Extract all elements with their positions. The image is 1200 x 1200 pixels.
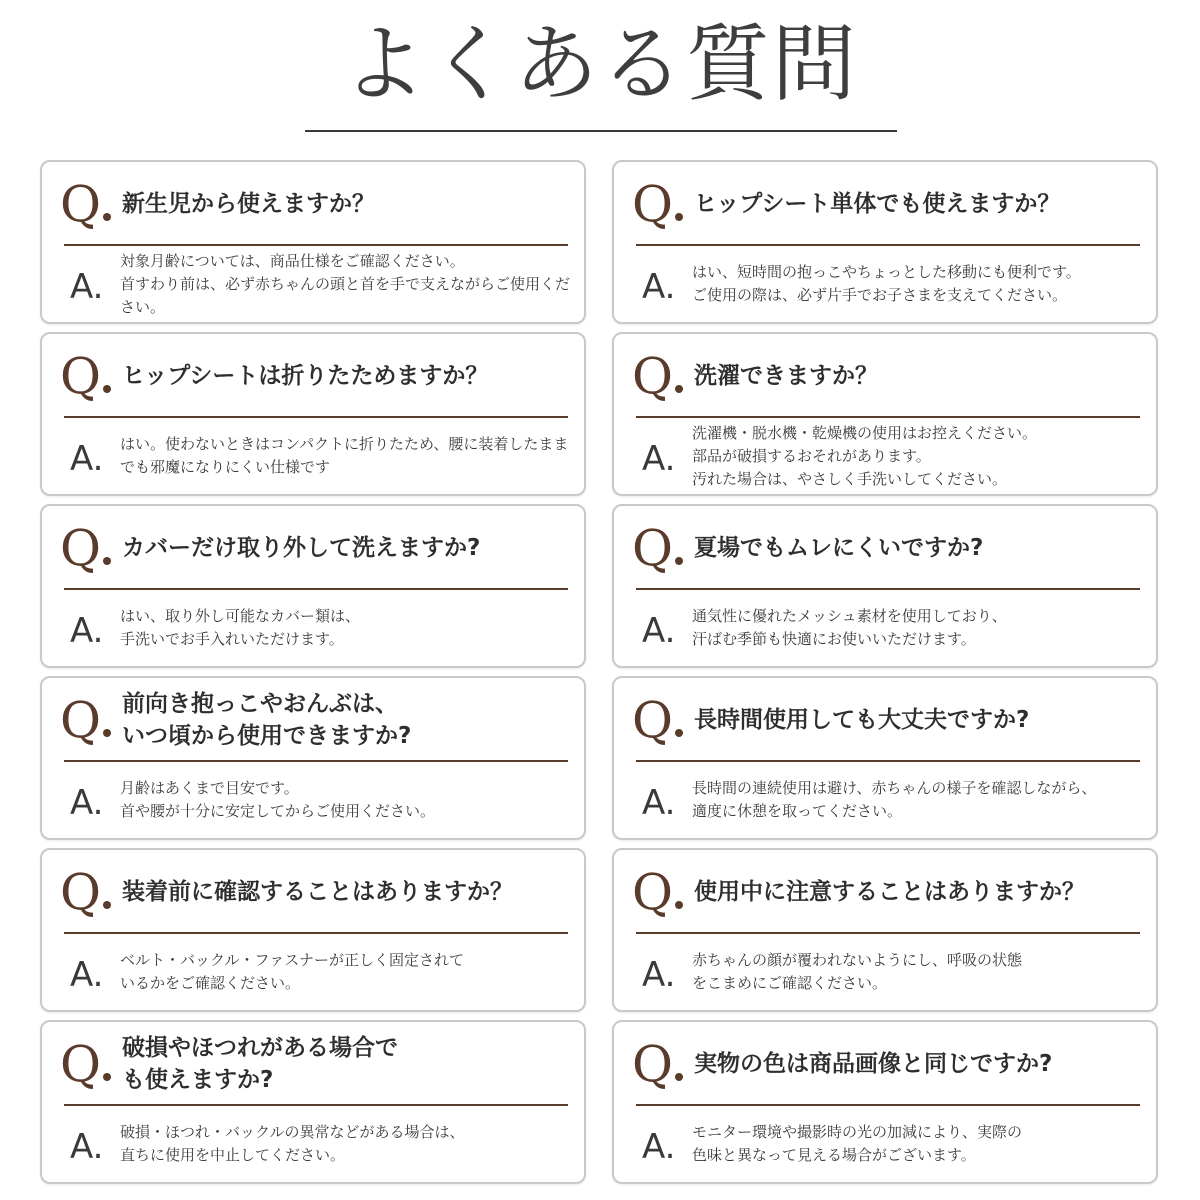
- question-letter: Q: [632, 519, 673, 577]
- answer-mark-label: A.: [70, 955, 104, 995]
- answer-text: はい、取り外し可能なカバー類は、 手洗いでお手入れいただけます。: [120, 607, 361, 648]
- question-letter: Q: [60, 863, 101, 921]
- question-mark-label: [60, 512, 111, 584]
- question-dot: [675, 557, 683, 565]
- question-mark-label: [632, 684, 683, 756]
- faq-card: [40, 160, 586, 324]
- faq-grid: [40, 160, 1160, 1184]
- question-text: 実物の色は商品画像と同じですか?: [694, 1051, 1053, 1077]
- faq-card: [40, 848, 586, 1012]
- question-mark-label: [632, 856, 683, 928]
- faq-card: [612, 676, 1158, 840]
- answer-text: ベルト・バックル・ファスナーが正しく固定されて いるかをご確認ください。: [120, 951, 464, 992]
- question-letter: Q: [60, 1035, 101, 1093]
- question-dot: [103, 901, 111, 909]
- answer-mark-label: A.: [70, 783, 104, 823]
- answer-text: 通気性に優れたメッシュ素材を使用しており、 汗ばむ季節も快適にお使いいただけます。: [692, 607, 1007, 648]
- question-text: 洗濯できますか？: [694, 363, 878, 389]
- question-mark-label: [632, 1028, 683, 1100]
- faq-card: [40, 676, 586, 840]
- question-letter: Q: [632, 863, 673, 921]
- answer-mark-label: A.: [70, 439, 104, 479]
- question-mark-label: [60, 1028, 111, 1100]
- question-letter: Q: [60, 691, 101, 749]
- faq-card: [612, 1020, 1158, 1184]
- question-letter: Q: [632, 1035, 673, 1093]
- question-mark-label: [60, 684, 111, 756]
- question-dot: [103, 1073, 111, 1081]
- question-text: 前向き抱っこやおんぶは、 いつ頃から使用できますか?: [122, 691, 412, 749]
- faq-card: [612, 848, 1158, 1012]
- answer-mark-label: A.: [642, 611, 676, 651]
- question-text: 装着前に確認することはありますか？: [122, 879, 513, 905]
- question-dot: [103, 729, 111, 737]
- answer-text: 洗濯機・脱水機・乾燥機の使用はお控えください。 部品が破損するおそれがあります。 汚れた場合は、やさしく手洗いしてください。: [692, 423, 1038, 488]
- question-dot: [675, 901, 683, 909]
- question-letter: Q: [60, 175, 101, 233]
- question-text: 長時間使用しても大丈夫ですか?: [694, 707, 1030, 733]
- answer-text: はい、短時間の抱っこやちょっとした移動にも便利です。 ご使用の際は、必ず片手でお子さまを支えてください。: [692, 263, 1081, 304]
- question-text: 使用中に注意することはありますか？: [694, 879, 1085, 905]
- answer-mark-label: A.: [70, 611, 104, 651]
- answer-mark-label: A.: [642, 1127, 676, 1167]
- question-text: 夏場でもムレにくいですか?: [694, 535, 984, 561]
- title-divider: [305, 130, 897, 132]
- faq-card: [612, 504, 1158, 668]
- question-text: ヒップシート単体でも使えますか？: [694, 191, 1061, 217]
- answer-text: 対象月齢については、商品仕様をご確認ください。 首すわり前は、必ず赤ちゃんの頭と首を手で支えながらご使用ください。: [120, 251, 571, 316]
- faq-card: [40, 504, 586, 668]
- question-mark-label: [60, 168, 111, 240]
- question-mark-label: [632, 512, 683, 584]
- question-letter: Q: [60, 519, 101, 577]
- answer-mark-label: A.: [642, 267, 676, 307]
- answer-mark-label: A.: [642, 955, 676, 995]
- answer-mark-label: A.: [70, 267, 104, 307]
- answer-text: 長時間の連続使用は避け、赤ちゃんの様子を確認しながら、 適度に休憩を取ってください。: [692, 779, 1097, 820]
- question-mark-label: [632, 168, 683, 240]
- faq-card: [40, 332, 586, 496]
- question-text: ヒップシートは折りたためますか？: [122, 363, 489, 389]
- question-dot: [675, 385, 683, 393]
- faq-card: [612, 160, 1158, 324]
- faq-card: [612, 332, 1158, 496]
- question-dot: [103, 385, 111, 393]
- question-mark-label: [632, 340, 683, 412]
- question-text: 破損やほつれがある場合で も使えますか?: [122, 1035, 398, 1093]
- answer-text: 月齢はあくまで目安です。 首や腰が十分に安定してからご使用ください。: [120, 779, 436, 820]
- answer-mark-label: A.: [642, 439, 676, 479]
- question-dot: [675, 213, 683, 221]
- answer-text: はい。使わないときはコンパクトに折りたため、腰に装着したままでも邪魔になりにくい仕様です: [120, 435, 569, 476]
- faq-card: [40, 1020, 586, 1184]
- question-mark-label: [60, 340, 111, 412]
- question-text: 新生児から使えますか？: [122, 191, 375, 217]
- question-dot: [675, 729, 683, 737]
- question-text: カバーだけ取り外して洗えますか?: [122, 535, 481, 561]
- question-dot: [103, 213, 111, 221]
- question-dot: [103, 557, 111, 565]
- answer-text: モニター環境や撮影時の光の加減により、実際の 色味と異なって見える場合がございます。: [692, 1123, 1023, 1164]
- answer-text: 赤ちゃんの顔が覆われないようにし、呼吸の状態 をこまめにご確認ください。: [692, 951, 1023, 992]
- question-dot: [675, 1073, 683, 1081]
- question-letter: Q: [60, 347, 101, 405]
- answer-mark-label: A.: [642, 783, 676, 823]
- question-mark-label: [60, 856, 111, 928]
- answer-mark-label: A.: [70, 1127, 104, 1167]
- question-letter: Q: [632, 691, 673, 749]
- page-title: よくある質問: [341, 15, 858, 113]
- question-letter: Q: [632, 175, 673, 233]
- answer-text: 破損・ほつれ・バックルの異常などがある場合は、 直ちに使用を中止してください。: [120, 1123, 465, 1164]
- question-letter: Q: [632, 347, 673, 405]
